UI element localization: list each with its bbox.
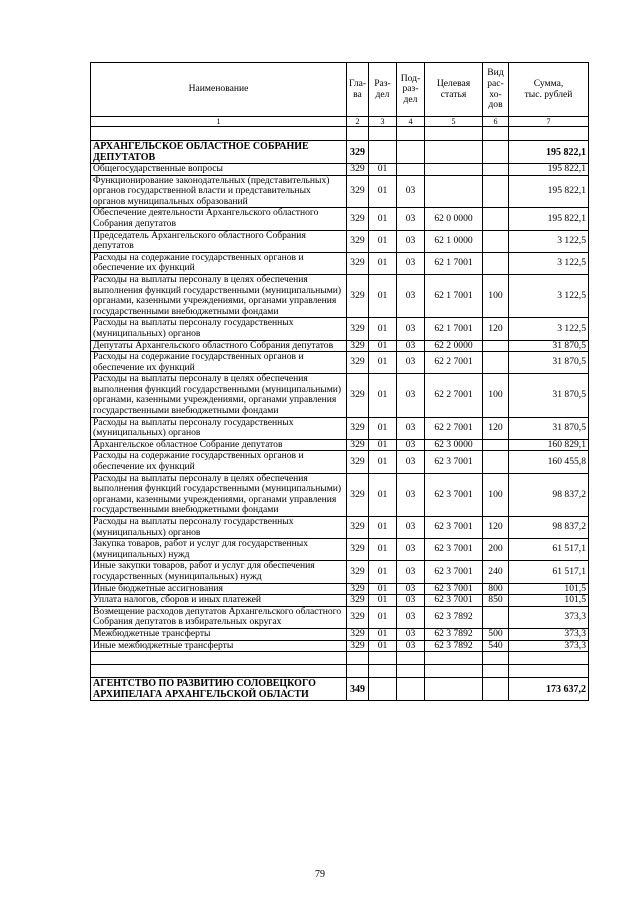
row-section: 01 [369,274,397,317]
row-subsection: 03 [397,352,425,374]
row-expense-type: 100 [483,473,509,516]
column-number: 1 [91,117,347,127]
table-row [91,274,589,317]
row-name: Расходы на выплаты персоналу государственных (муниципальных) органов [91,417,347,439]
row-section: 01 [369,340,397,352]
row-amount: 31 870,5 [509,417,589,439]
column-header-subsection: Под- раз- дел [397,63,425,117]
row-subsection: 03 [397,640,425,652]
row-amount: 31 870,5 [509,374,589,417]
row-amount: 61 517,1 [509,561,589,583]
row-chapter: 329 [347,640,369,652]
row-target-item: 62 2 7001 [425,374,483,417]
row-amount: 31 870,5 [509,340,589,352]
row-subsection: 03 [397,374,425,417]
row-target-item: 62 1 7001 [425,274,483,317]
row-chapter: 329 [347,628,369,640]
column-header-name: Наименование [91,63,347,117]
column-number: 4 [397,117,425,127]
row-expense-type: 800 [483,583,509,595]
row-expense-type [483,252,509,274]
row-section: 01 [369,451,397,473]
row-target-item: 62 3 7001 [425,561,483,583]
row-chapter: 329 [347,340,369,352]
budget-table [90,62,589,701]
row-chapter: 329 [347,539,369,561]
table-row [91,439,589,451]
row-expense-type [483,141,509,164]
row-expense-type: 540 [483,640,509,652]
table-row [91,374,589,417]
row-name: Расходы на содержание государственных органов и обеспечение их функций [91,252,347,274]
column-number: 3 [369,117,397,127]
row-subsection: 03 [397,517,425,539]
table-row [91,606,589,628]
row-name: Закупка товаров, работ и услуг для государственных (муниципальных) нужд [91,539,347,561]
row-name: Председатель Архангельского областного Собрания депутатов [91,230,347,252]
row-name: Расходы на выплаты персоналу государственных (муниципальных) органов [91,318,347,340]
page-number: 79 [315,869,325,880]
table-row [91,318,589,340]
row-subsection: 03 [397,628,425,640]
row-target-item: 62 3 7001 [425,583,483,595]
row-amount: 373,3 [509,606,589,628]
row-expense-type: 500 [483,628,509,640]
row-target-item: 62 3 7892 [425,640,483,652]
table-row [91,640,589,652]
row-chapter: 349 [347,678,369,701]
row-name: Возмещение расходов депутатов Архангельского областного Собрания депутатов в избирательных округах [91,606,347,628]
row-expense-type [483,208,509,230]
row-section: 01 [369,374,397,417]
row-section: 01 [369,473,397,516]
row-subsection: 03 [397,583,425,595]
row-chapter: 329 [347,252,369,274]
row-name: Функционирование законодательных (представительных) органов государственной власти и представительных органов муниципальных образований [91,175,347,208]
column-number: 2 [347,117,369,127]
row-chapter: 329 [347,451,369,473]
table-row [91,595,589,607]
row-target-item: 62 3 7001 [425,473,483,516]
table-row [91,352,589,374]
column-header-chapter: Гла- ва [347,63,369,117]
row-section: 01 [369,640,397,652]
row-amount: 3 122,5 [509,252,589,274]
row-chapter: 329 [347,595,369,607]
row-name: Архангельское областное Собрание депутатов [91,439,347,451]
row-expense-type [483,164,509,176]
column-number: 7 [509,117,589,127]
row-amount: 61 517,1 [509,539,589,561]
row-chapter: 329 [347,439,369,451]
table-row [91,175,589,208]
row-name: Обеспечение деятельности Архангельского областного Собрания депутатов [91,208,347,230]
row-chapter: 329 [347,561,369,583]
row-section: 01 [369,208,397,230]
row-subsection [397,678,425,701]
row-target-item: 62 1 0000 [425,230,483,252]
table-row [91,539,589,561]
row-amount: 98 837,2 [509,517,589,539]
row-amount: 373,3 [509,628,589,640]
row-target-item [425,175,483,208]
row-target-item: 62 0 0000 [425,208,483,230]
row-amount: 195 822,1 [509,164,589,176]
row-chapter: 329 [347,517,369,539]
column-header-amount: Сумма, тыс. рублей [509,63,589,117]
table-row [91,164,589,176]
row-section: 01 [369,318,397,340]
row-chapter: 329 [347,208,369,230]
row-target-item: 62 2 0000 [425,340,483,352]
row-amount: 98 837,2 [509,473,589,516]
row-name: Расходы на содержание государственных органов и обеспечение их функций [91,352,347,374]
table-row [91,141,589,164]
row-target-item: 62 1 7001 [425,252,483,274]
row-name: АРХАНГЕЛЬСКОЕ ОБЛАСТНОЕ СОБРАНИЕ ДЕПУТАТОВ [91,141,347,164]
row-chapter: 329 [347,230,369,252]
row-name: Иные бюджетные ассигнования [91,583,347,595]
row-subsection: 03 [397,230,425,252]
row-name: Расходы на выплаты персоналу в целях обеспечения выполнения функций государственными (муниципальными) органами, казенными учреждениями, органами управления государственными внебюджетными фондами [91,274,347,317]
row-section: 01 [369,175,397,208]
row-name: Депутаты Архангельского областного Собрания депутатов [91,340,347,352]
row-name: Иные закупки товаров, работ и услуг для обеспечения государственных (муниципальных) нужд [91,561,347,583]
column-header-section: Раз- дел [369,63,397,117]
row-chapter: 329 [347,606,369,628]
row-subsection: 03 [397,473,425,516]
row-name: Расходы на выплаты персоналу в целях обеспечения выполнения функций государственными (муниципальными) органами, казенными учреждениями, органами управления государственными внебюджетными фондами [91,374,347,417]
row-chapter: 329 [347,417,369,439]
table-header-row [91,63,589,117]
row-name: Межбюджетные трансферты [91,628,347,640]
row-name: Иные межбюджетные трансферты [91,640,347,652]
column-header-target-item: Целевая статья [425,63,483,117]
row-target-item: 62 2 7001 [425,417,483,439]
row-chapter: 329 [347,175,369,208]
row-chapter: 329 [347,583,369,595]
row-expense-type [483,451,509,473]
row-section: 01 [369,439,397,451]
row-expense-type: 850 [483,595,509,607]
row-amount: 101,5 [509,583,589,595]
row-amount: 160 455,8 [509,451,589,473]
row-amount: 3 122,5 [509,318,589,340]
column-number: 5 [425,117,483,127]
row-expense-type: 120 [483,318,509,340]
row-target-item: 62 3 0000 [425,439,483,451]
row-target-item [425,678,483,701]
row-amount: 195 822,1 [509,141,589,164]
row-target-item: 62 3 7892 [425,628,483,640]
row-name: Общегосударственные вопросы [91,164,347,176]
row-subsection: 03 [397,417,425,439]
row-subsection: 03 [397,274,425,317]
row-subsection: 03 [397,252,425,274]
row-amount: 3 122,5 [509,230,589,252]
row-target-item: 62 2 7001 [425,352,483,374]
row-amount: 3 122,5 [509,274,589,317]
row-amount: 195 822,1 [509,175,589,208]
row-target-item [425,141,483,164]
row-chapter: 329 [347,141,369,164]
row-amount: 160 829,1 [509,439,589,451]
row-target-item: 62 3 7001 [425,539,483,561]
row-section: 01 [369,230,397,252]
row-name: Расходы на содержание государственных органов и обеспечение их функций [91,451,347,473]
row-chapter: 329 [347,374,369,417]
table-row [91,451,589,473]
row-target-item: 62 3 7001 [425,595,483,607]
row-expense-type: 120 [483,517,509,539]
row-target-item: 62 3 7001 [425,517,483,539]
table-row [91,561,589,583]
row-section: 01 [369,561,397,583]
table-row [91,208,589,230]
table-row [91,340,589,352]
row-expense-type [483,439,509,451]
row-subsection [397,141,425,164]
column-number: 6 [483,117,509,127]
row-expense-type [483,175,509,208]
row-chapter: 329 [347,352,369,374]
row-target-item: 62 3 7001 [425,451,483,473]
row-amount: 373,3 [509,640,589,652]
row-expense-type [483,606,509,628]
column-number-row [91,117,589,127]
table-row [91,417,589,439]
row-expense-type [483,678,509,701]
row-target-item: 62 3 7892 [425,606,483,628]
row-name: Уплата налогов, сборов и иных платежей [91,595,347,607]
row-chapter: 329 [347,274,369,317]
row-section: 01 [369,252,397,274]
row-section [369,141,397,164]
row-section [369,678,397,701]
row-subsection: 03 [397,318,425,340]
row-expense-type: 200 [483,539,509,561]
table-row [91,583,589,595]
row-amount: 195 822,1 [509,208,589,230]
row-expense-type: 100 [483,374,509,417]
column-header-expense-type: Вид рас- хо- дов [483,63,509,117]
row-section: 01 [369,352,397,374]
table-row [91,517,589,539]
row-section: 01 [369,583,397,595]
row-chapter: 329 [347,164,369,176]
table-row [91,252,589,274]
row-subsection: 03 [397,208,425,230]
row-subsection: 03 [397,595,425,607]
row-amount: 31 870,5 [509,352,589,374]
row-subsection: 03 [397,340,425,352]
row-section: 01 [369,417,397,439]
table-row [91,628,589,640]
row-expense-type [483,340,509,352]
row-section: 01 [369,606,397,628]
row-target-item [425,164,483,176]
row-section: 01 [369,628,397,640]
row-subsection: 03 [397,175,425,208]
row-chapter: 329 [347,473,369,516]
row-section: 01 [369,595,397,607]
row-amount: 173 637,2 [509,678,589,701]
row-target-item: 62 1 7001 [425,318,483,340]
row-subsection: 03 [397,451,425,473]
spacer-row [91,652,589,665]
row-name: Расходы на выплаты персоналу в целях обеспечения выполнения функций государственными (муниципальными) органами, казенными учреждениями, органами управления государственными внебюджетными фондами [91,473,347,516]
row-section: 01 [369,539,397,561]
spacer-row [91,665,589,678]
row-name: Расходы на выплаты персоналу государственных (муниципальных) органов [91,517,347,539]
row-subsection [397,164,425,176]
row-subsection: 03 [397,606,425,628]
row-expense-type: 240 [483,561,509,583]
table-row [91,473,589,516]
table-body [91,127,589,701]
row-expense-type: 120 [483,417,509,439]
spacer-row [91,127,589,141]
row-expense-type: 100 [483,274,509,317]
row-subsection: 03 [397,539,425,561]
row-subsection: 03 [397,439,425,451]
row-amount: 101,5 [509,595,589,607]
row-section: 01 [369,517,397,539]
row-subsection: 03 [397,561,425,583]
row-name: АГЕНТСТВО ПО РАЗВИТИЮ СОЛОВЕЦКОГО АРХИПЕЛАГА АРХАНГЕЛЬСКОЙ ОБЛАСТИ [91,678,347,701]
table-row [91,230,589,252]
row-expense-type [483,230,509,252]
row-expense-type [483,352,509,374]
row-chapter: 329 [347,318,369,340]
row-section: 01 [369,164,397,176]
table-row [91,678,589,701]
